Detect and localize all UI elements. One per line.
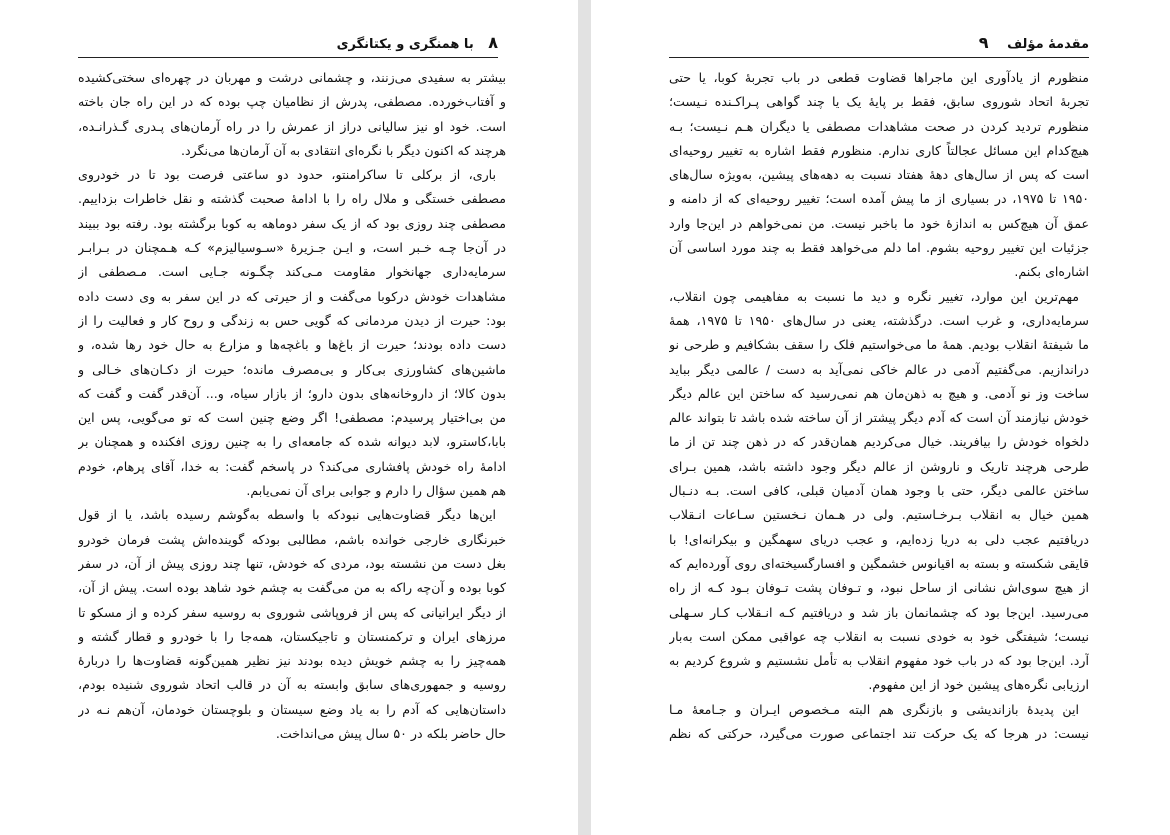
text-line: نیست: در هرجا که یک حرکت تند اجتماعی صورت می‌گیرد، حرکتی که نظم [669,726,1089,742]
running-title: با همنگری و یکتانگری [336,37,474,52]
left-page [0,0,578,835]
right-page [591,0,1170,835]
text-line: می‌رسید. این‌جا بود که چشمانمان باز شد و دریافتیم کـه انـقلاب کـار سـهلی [669,604,1089,620]
text-line: ۱۹۵۰ تا ۱۹۷۵، در بسیاری از ما پیش آمده است؛ تغییر روحیه‌ای که از دامنه و [669,191,1089,207]
text-line: همین خیال به انقلاب بـرخـاستیم. ولی در هـمان نـخستین سـاعات انـقلاب [669,507,1089,523]
text-line: بابا،کاسترو، لابد دیوانه شده که جامعه‌ای را به چنین روزی افکنده و همچنان بر [78,434,506,450]
text-line: حال حاضر بلکه در ۵۰ سال پیش می‌انداخت. [275,726,506,742]
text-line: طرحی هرچند تاریک و ناروشن از عالم دیگر وجود داشته باشد، همین بـرای [669,458,1089,474]
text-line: عمق آن هیچ‌کس به اندازهٔ خود ما باخبر نیست. من نمی‌خواهم در این‌جا وارد [669,215,1089,231]
text-line: مرزهای ایران و ترکمنستان و تاجیکستان، همه‌جا را با خودرو و قطار گشته و [78,628,506,644]
left-page-body-text [78,66,506,746]
text-line: مصطفی چند روزی بود که از یک سفر دوماهه به کوبا برگشته بود. رفته بود ببیند [78,215,506,231]
text-line: دراندازیم. می‌گفتیم آدمی در عالم خاکی نمی‌آید به دست / عالمی دیگر بباید [669,361,1089,377]
text-line: مشاهدات خودش درکوبا می‌گفت و از حیرتی که در این سفر به وی دست داده [78,288,506,304]
text-line: مهم‌ترین این موارد، تغییر نگره و دید ما نسبت به مفاهیمی چون انقلاب، [669,288,1079,304]
text-line: هم همین سؤال را دارم و جوابی برای آن نمی‌یابم. [246,483,506,499]
text-line: دست داده بودند؛ حیرت از باغ‌ها و باغچه‌ها و مزارع به حال خود رها شده، و [78,337,506,353]
text-line: ما شیفتهٔ انقلاب بودیم. همهٔ ما می‌خواستیم فلک را سقف بشکافیم و طرحی نو [669,337,1089,353]
text-line: بیشتر به سفیدی می‌زنند، و چشمانی درشت و مهربان در چهره‌ای سختی‌کشیده [78,70,506,85]
page-number: ۹ [978,33,989,52]
text-line: کوبا بوده و آن‌چه راکه به من می‌گفت به چشم خود شاهد بوده است. پیش از آن، [78,580,506,596]
text-line: همه‌چیز را به چشم خویش دیده بودند نیز نظیر همین‌گونه قضاوت‌ها را دربارهٔ [78,653,506,669]
text-line: باری، از برکلی تا ساکرامنتو، حدود دو ساعتی فرصت بود تا در خودروی [78,167,496,183]
left-page-header [78,33,498,58]
text-line: اشاره‌ای بکنم. [1014,264,1089,280]
text-line: بغل دست من نشسته بود، مردی که خودش، تنها چند روزی پیش از آن، در سفر [78,555,506,571]
text-line: هیچ‌کدام این مسائل عجالتاً کاری ندارم. منظورم فقط اشاره به تغییر روحیه‌ای [669,142,1089,158]
text-line: این‌ها دیگر قضاوت‌هایی نبودکه با واسطه به‌گوشم رسیده باشد، یا از قول [78,507,496,523]
text-line: روسیه و جمهوری‌های سابق وابسته به آن در قالب اتحاد شوروی شنیده بودم، [78,677,506,693]
text-line: این پدیدهٔ بازاندیشی و بازنگری هم البته مـخصوص ایـران و جـامعهٔ مـا [669,701,1079,717]
text-line: است که پس از سال‌های دههٔ هفتاد نسبت به دهه‌های پیشین، به‌ویژه سال‌های [669,167,1089,183]
text-line: از هیچ سوی‌اش نشانی از ساحل نبود، و تـوفان پشت تـوفان بـود کـه از راه [669,580,1089,596]
text-line: از دیگر ایرانیانی که پس از فروپاشی شوروی به روسیه سفر کرده و از مسکو تا [78,604,506,620]
text-line: قایقی شکسته و بسته به اقیانوس خشمگین و افسارگسیخته‌ای روی آورده‌ایم که [669,555,1089,571]
text-line: جزئیات این تغییر روحیه بشوم. اما دلم می‌خواهد فقط به چند مورد اساسی آن [669,240,1089,256]
text-line: منظورم تردید کردن در صحت مشاهدات مصطفی یا دیگران هـم نـیست؛ بـه [669,118,1089,134]
text-line: آرد. این‌جا بود که در باب خود مفهوم انقلاب به تأمل نشستیم و شروع کردیم به [669,653,1089,669]
text-line: سرمایه‌داری، و غرب است. درگذشته، یعنی در سال‌های ۱۹۵۰ تا ۱۹۷۵، همهٔ [669,312,1089,328]
page-gutter [578,0,591,835]
text-line: ماشین‌های کشاورزی بی‌کار و بی‌مصرف مانده؛ حیرت از دکـان‌های خـالی و [78,361,506,377]
text-line: نیست؛ شیفتگی خود به خودی نسبت به انقلاب چه عواقبی ممکن است به‌بار [669,628,1089,644]
text-line: داستان‌هایی که آدم را به یاد وضع سیستان و بلوچستان خودمان، آن‌هم نـه در [78,701,506,717]
text-line: سرمایه‌داری جهانخوار مقاومت مـی‌کند چگـونه جـایی است. مـصطفی از [78,264,506,280]
text-line: بدون کالا؛ از داروخانه‌های بدون دارو؛ از بازار سیاه، و... آن‌قدر گفت و گفت که [78,385,506,401]
right-page-body-text [669,66,1089,746]
text-line: بود: حیرت از دیدن مردمانی که گویی حس به زندگی و روح کار و فعالیت را از [78,312,506,328]
text-line: و آفتاب‌خورده. مصطفی، پدرش از نظامیان چپ بوده که در این راه جان باخته [78,94,506,110]
text-line: ساخت وز نو آدمی. و هیچ به ذهن‌مان هم نمی‌رسید که ساختن این عالم دیگر [669,385,1089,401]
text-line: خبرنگاری خارجی خوانده باشم، مطالبی بودکه گوینده‌اش پشت فرمان خودرو [78,531,506,547]
page-number: ۸ [488,33,498,52]
text-line: دریافتیم عجب دلی به دریا زده‌ایم، و عجب دریای سهمگین و بیکرانه‌ای! با [669,531,1089,547]
text-line: هرچند که اکنون دیگر با نگره‌ای انتقادی به آن آرمان‌ها می‌نگرد. [181,142,506,158]
text-line: ادامهٔ راه خودش پافشاری می‌کند؟ در پاسخم گفت: به خدا، آقای پرهام، خودم [78,458,506,474]
running-title: مقدمهٔ مؤلف [1007,37,1089,52]
text-line: در آن‌جا چـه خـبر است، و ایـن جـزیرهٔ «سـوسیالیزم» کـه هـمچنان در بـرابـر [78,240,506,256]
text-line: من بی‌اختیار پرسیدم: مصطفی! اگر وضع چنین است که تو می‌گویی، پس این [78,410,506,426]
text-line: دلخواه خودش را بیافریند. خیال می‌کردیم همان‌قدر که در ذهن چند تن از ما [669,434,1089,450]
text-line: ساختن عالمی دیگر، حتی با وجود همان آدمیان قبلی، کافی است. بـه دنـبال [669,483,1089,499]
text-line: است. خود او نیز سالیانی دراز از عمرش را در راه آرمان‌های پـدری گـذرانـده، [78,118,506,134]
text-line: مصطفی خستگی و ملال راه را با ادامهٔ صحبت گذشته و نقل خاطرات بزداییم. [78,191,506,207]
text-line: تجربهٔ اتحاد شوروی سابق، فقط بر پایهٔ یک یا چند گواهی پـراکـنده نـیست؛ [669,94,1089,110]
right-page-header [669,33,1089,58]
text-line: خودش نیازمند آن است که آدم دیگر پیشتر از آن ساخته شده باشد تا بتواند عالم [669,410,1089,426]
text-line: منظورم از یادآوری این ماجراها قضاوت قطعی در باب تجربهٔ کوبا، یا حتی [669,70,1089,85]
text-line: ارزیابی نگره‌های پیشین خود از این مفهوم. [868,677,1089,693]
